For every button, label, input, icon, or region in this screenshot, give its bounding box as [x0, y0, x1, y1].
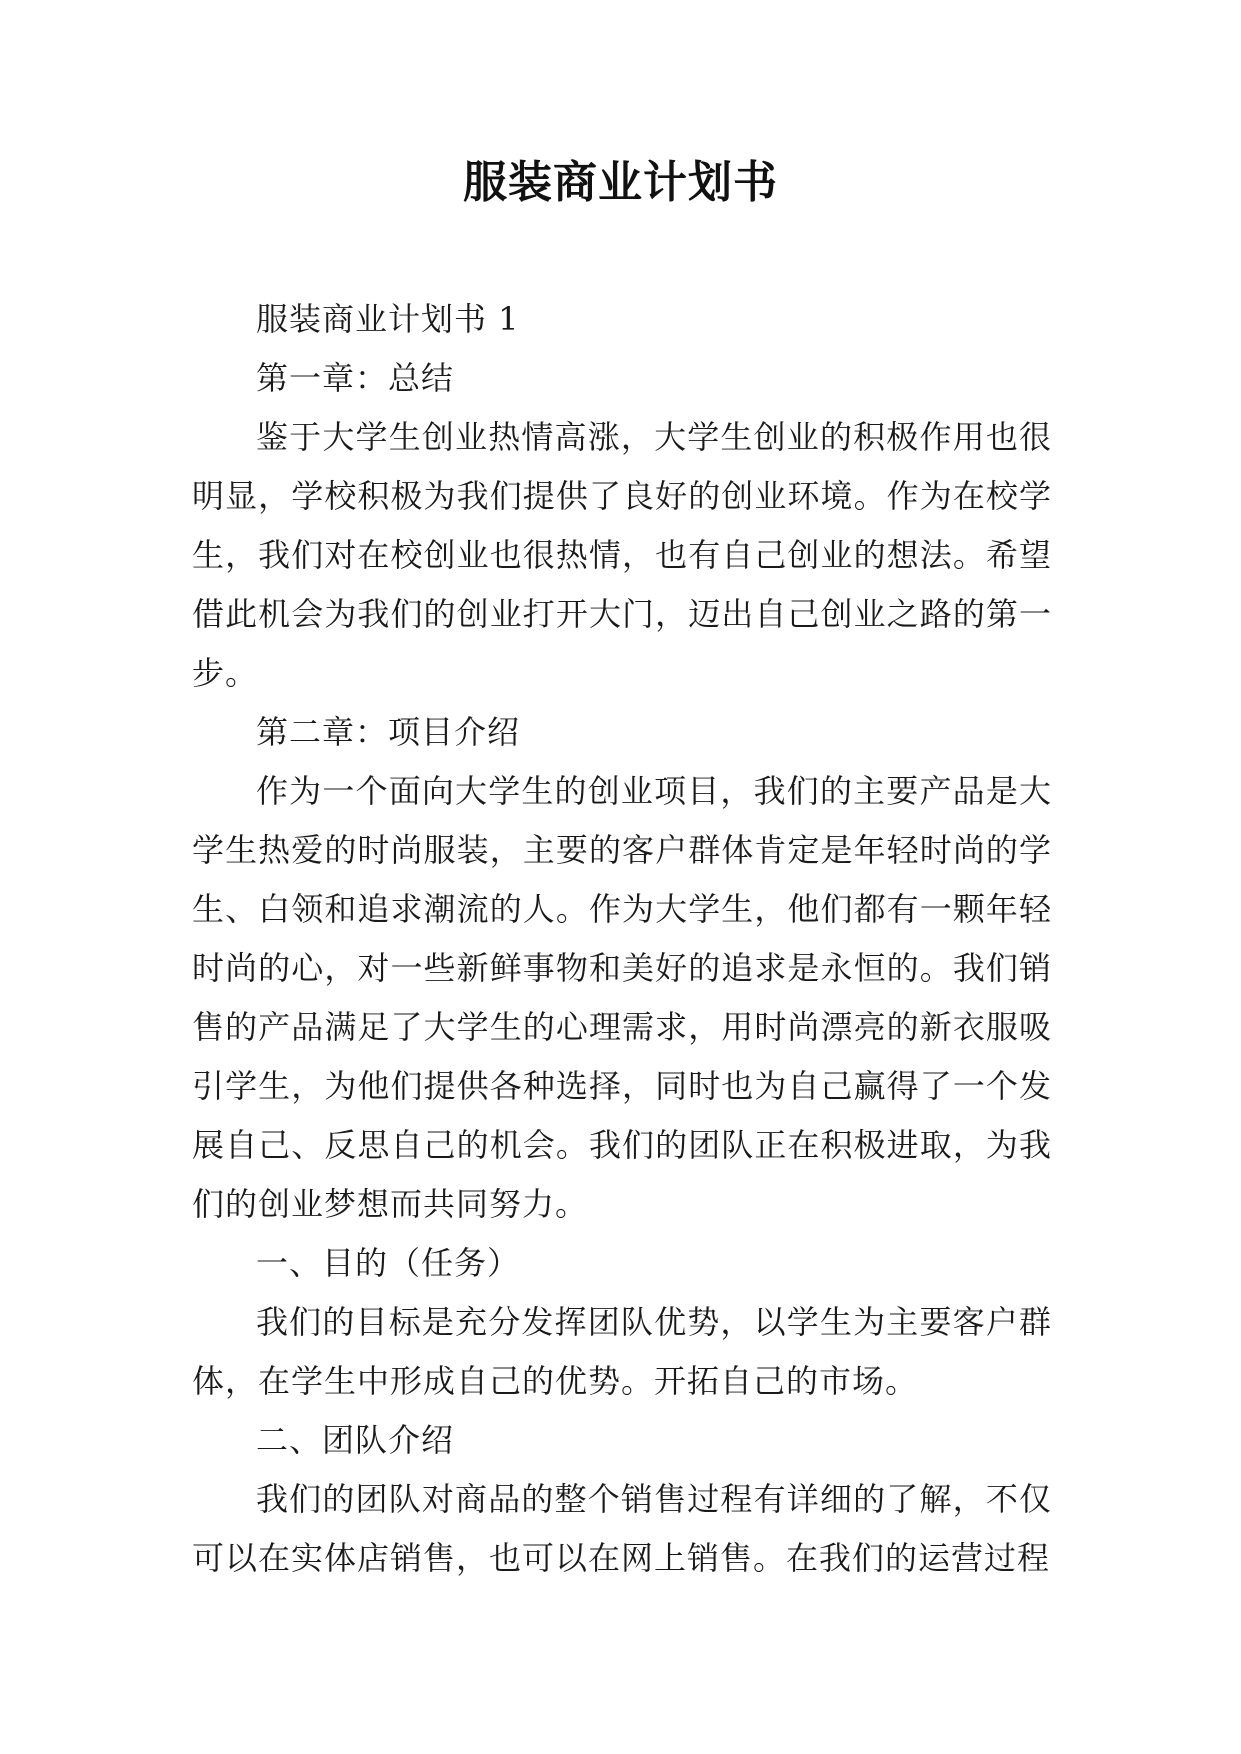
section-team-heading: 二、团队介绍 — [256, 1421, 455, 1459]
purpose-paragraph: 我们的目标是充分发挥团队优势，以学生为主要客户群体，在学生中形成自己的优势。开拓自己的市场。 — [192, 1303, 1052, 1400]
project-intro-paragraph: 作为一个面向大学生的创业项目，我们的主要产品是大学生热爱的时尚服装，主要的客户群体肯定是年轻时尚的学生、白领和追求潮流的人。作为大学生，他们都有一颗年轻时尚的心，对一些新鲜事物和美好的追求是永恒的。我们销售的产品满足了大学生的心理需求，用时尚漂亮的新衣服吸引学生，为他们提供各种选择，同时也为自己赢得了一个发展自己、反思自己的机会。我们的团队正在积极进取，为我们的创业梦想而共同努力。 — [192, 772, 1052, 1223]
team-paragraph: 我们的团队对商品的整个销售过程有详细的了解，不仅可以在实体店销售，也可以在网上销售。在我们的运营过程 — [192, 1480, 1052, 1577]
document-title: 服装商业计划书 — [463, 157, 778, 208]
section-purpose-heading: 一、目的（任务） — [256, 1244, 521, 1282]
doc-heading-plan-1: 服装商业计划书 1 — [256, 300, 520, 338]
document-body — [192, 290, 1052, 1588]
summary-paragraph: 鉴于大学生创业热情高涨，大学生创业的积极作用也很明显，学校积极为我们提供了良好的创业环境。作为在校学生，我们对在校创业也很热情，也有自己创业的想法。希望借此机会为我们的创业打开大门，迈出自己创业之路的第一步。 — [192, 418, 1052, 692]
chapter-1-heading: 第一章：总结 — [256, 359, 455, 397]
chapter-2-heading: 第二章：项目介绍 — [256, 713, 521, 751]
